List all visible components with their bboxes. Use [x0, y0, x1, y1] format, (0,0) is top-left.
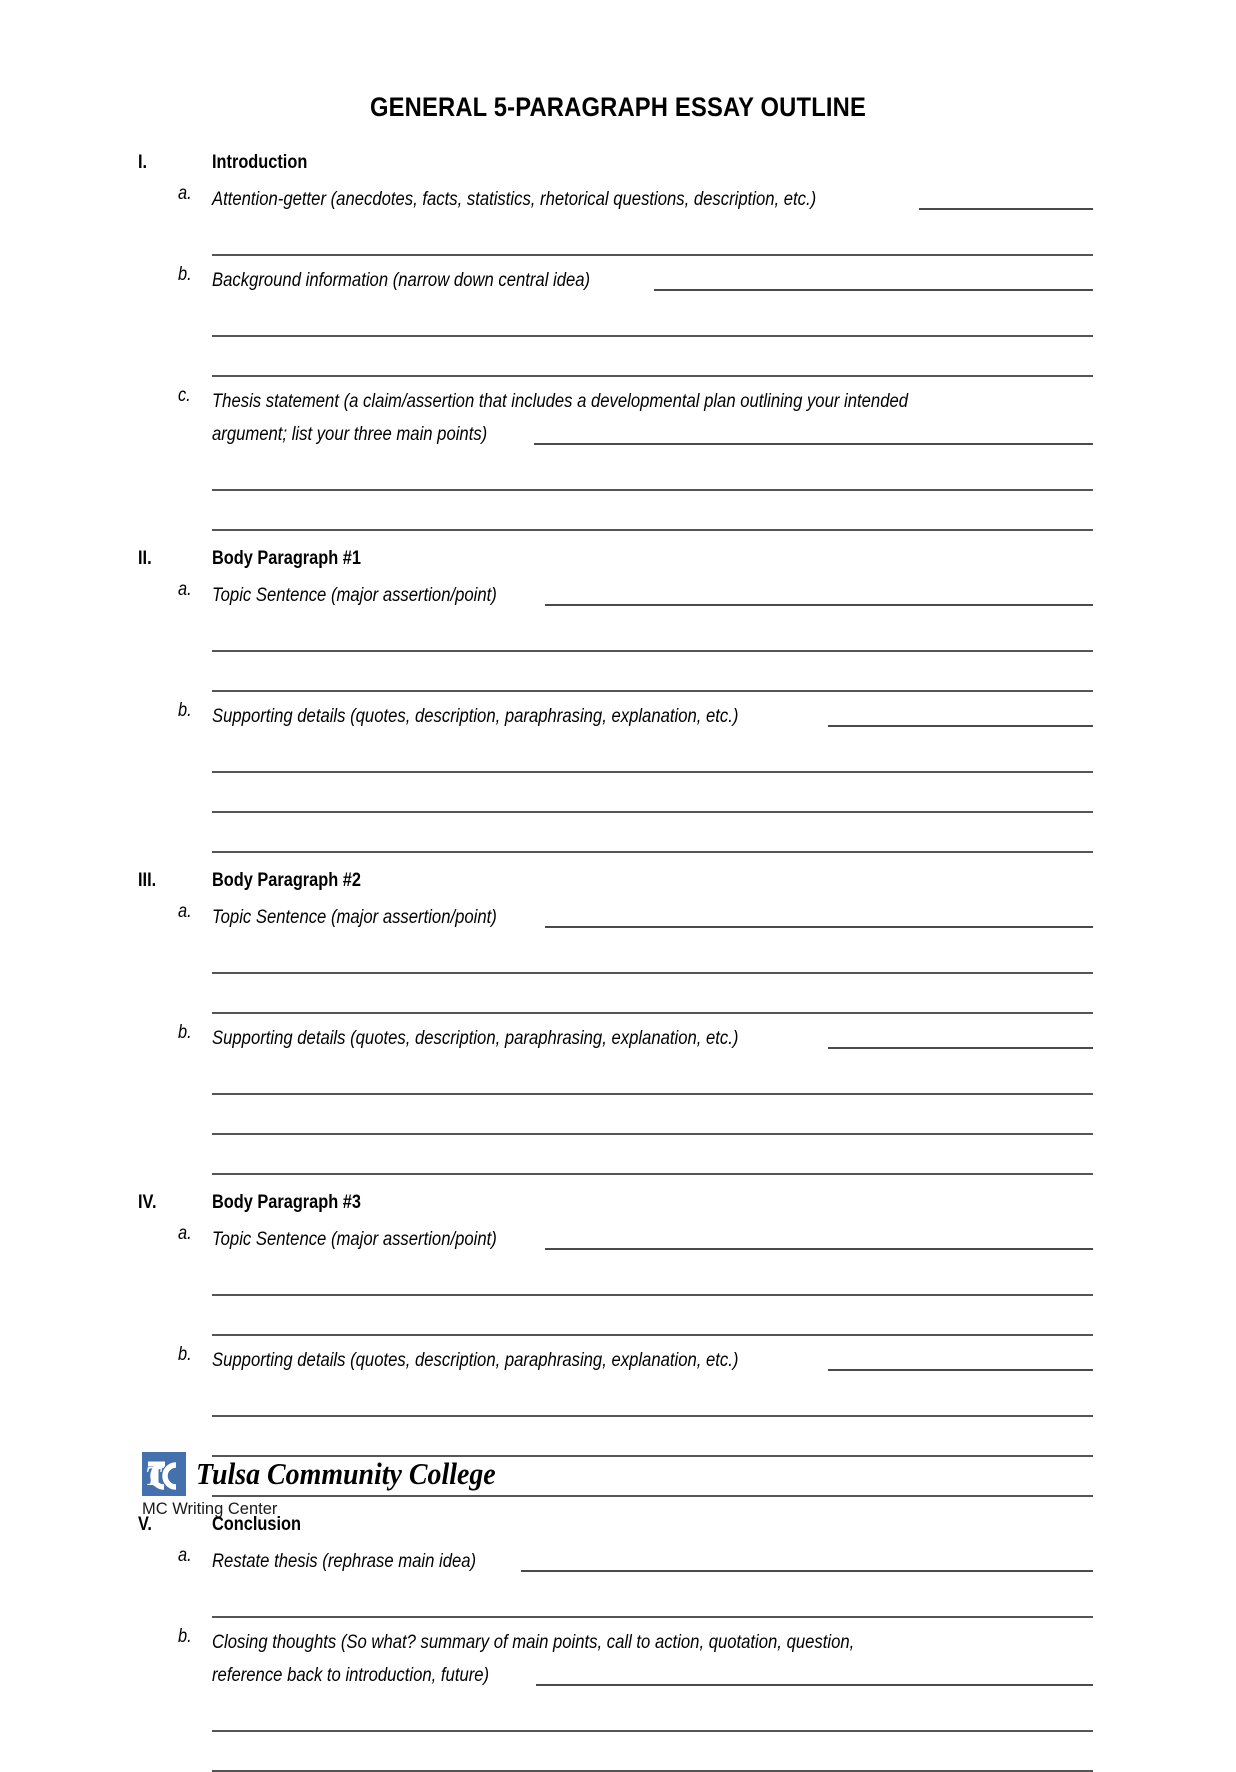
- item-letter: a.: [178, 1223, 192, 1244]
- spacer: [138, 692, 1093, 700]
- prompt-text: argument; list your three main points): [212, 423, 488, 445]
- write-in-rule[interactable]: [212, 1377, 1093, 1417]
- spacer: [138, 1618, 1093, 1626]
- outline-item: [138, 1626, 1093, 1772]
- item-letter: a.: [178, 579, 192, 600]
- spacer: [138, 1336, 1093, 1344]
- prompt-line-with-rule: [212, 1545, 1093, 1578]
- section-heading: [138, 870, 1093, 900]
- write-in-rule[interactable]: [545, 926, 1093, 928]
- outline-body: [138, 152, 1093, 1772]
- item-body: [212, 1022, 1093, 1175]
- write-in-rule[interactable]: [212, 491, 1093, 531]
- item-letter: b.: [178, 1022, 192, 1043]
- write-in-rule[interactable]: [212, 813, 1093, 853]
- prompt-text: Thesis statement (a claim/assertion that includes a developmental plan outlining your intended: [212, 390, 909, 412]
- section-title: Conclusion: [212, 1514, 301, 1535]
- prompt-line-with-rule: [212, 579, 1093, 612]
- outline-item: [138, 700, 1093, 853]
- item-body: [212, 700, 1093, 853]
- page-title: GENERAL 5-PARAGRAPH ESSAY OUTLINE: [369, 92, 867, 122]
- item-letter: a.: [178, 183, 192, 204]
- write-in-rule[interactable]: [212, 297, 1093, 337]
- write-in-rule[interactable]: [212, 1095, 1093, 1135]
- write-in-rule[interactable]: [212, 1578, 1093, 1618]
- prompt-line-with-rule: [212, 418, 1093, 451]
- item-body: [212, 385, 1093, 531]
- prompt-line-with-rule: [212, 901, 1093, 934]
- write-in-rule[interactable]: [212, 1256, 1093, 1296]
- write-in-rule[interactable]: [212, 216, 1093, 256]
- write-in-rule[interactable]: [828, 725, 1093, 727]
- prompt-text: Supporting details (quotes, description, paraphrasing, explanation, etc.): [212, 705, 739, 727]
- prompt-line-with-rule: [212, 1344, 1093, 1377]
- section-numeral: II.: [138, 548, 152, 569]
- organization-name: Tulsa Community College: [196, 1456, 496, 1491]
- footer: [142, 1452, 529, 1519]
- write-in-rule[interactable]: [212, 337, 1093, 377]
- prompt-line-with-rule: [212, 1223, 1093, 1256]
- section-numeral: I.: [138, 152, 148, 173]
- outline-section: [138, 870, 1093, 1175]
- prompt-text: Supporting details (quotes, description, paraphrasing, explanation, etc.): [212, 1027, 739, 1049]
- section-numeral: IV.: [138, 1192, 157, 1213]
- write-in-rule[interactable]: [828, 1369, 1093, 1371]
- section-title: Body Paragraph #3: [212, 1192, 361, 1213]
- outline-item: [138, 385, 1093, 531]
- outline-section: [138, 548, 1093, 853]
- outline-item: [138, 579, 1093, 692]
- outline-item: [138, 1022, 1093, 1175]
- section-title: Introduction: [212, 152, 308, 173]
- outline-section: [138, 1514, 1093, 1772]
- prompt-line-with-rule: [212, 1659, 1093, 1692]
- prompt-text: Restate thesis (rephrase main idea): [212, 1550, 477, 1572]
- section-numeral: V.: [138, 1514, 152, 1535]
- prompt-text: reference back to introduction, future): [212, 1664, 490, 1686]
- write-in-rule[interactable]: [212, 934, 1093, 974]
- item-body: [212, 1626, 1093, 1772]
- write-in-rule[interactable]: [212, 1417, 1093, 1457]
- write-in-rule[interactable]: [212, 1692, 1093, 1732]
- logo-row: [142, 1452, 529, 1496]
- write-in-rule[interactable]: [212, 1135, 1093, 1175]
- write-in-rule[interactable]: [212, 974, 1093, 1014]
- item-body: [212, 264, 1093, 377]
- spacer: [138, 531, 1093, 548]
- prompt-text: Closing thoughts (So what? summary of main points, call to action, quotation, question,: [212, 1631, 855, 1653]
- write-in-rule[interactable]: [212, 1055, 1093, 1095]
- section-heading: [138, 548, 1093, 578]
- prompt-text: Topic Sentence (major assertion/point): [212, 1228, 497, 1250]
- spacer: [138, 256, 1093, 264]
- prompt-text: Background information (narrow down central idea): [212, 269, 591, 291]
- outline-item: [138, 264, 1093, 377]
- prompt-text: Topic Sentence (major assertion/point): [212, 584, 497, 606]
- write-in-rule[interactable]: [521, 1570, 1093, 1572]
- prompt-text: Topic Sentence (major assertion/point): [212, 906, 497, 928]
- outline-item: [138, 1223, 1093, 1336]
- write-in-rule[interactable]: [212, 1732, 1093, 1772]
- outline-item: [138, 1545, 1093, 1618]
- prompt-text: Supporting details (quotes, description, paraphrasing, explanation, etc.): [212, 1349, 739, 1371]
- spacer: [138, 853, 1093, 870]
- section-numeral: III.: [138, 870, 157, 891]
- outline-section: [138, 152, 1093, 531]
- section-heading: [138, 1192, 1093, 1222]
- section-title: Body Paragraph #2: [212, 870, 361, 891]
- write-in-rule[interactable]: [212, 451, 1093, 491]
- prompt-line-with-rule: [212, 700, 1093, 733]
- write-in-rule[interactable]: [545, 1248, 1093, 1250]
- item-letter: b.: [178, 1626, 192, 1647]
- write-in-rule[interactable]: [654, 289, 1093, 291]
- prompt-text: Attention-getter (anecdotes, facts, statistics, rhetorical questions, description, etc.): [212, 188, 817, 210]
- item-body: [212, 579, 1093, 692]
- section-title: Body Paragraph #1: [212, 548, 361, 569]
- item-letter: c.: [178, 385, 191, 406]
- prompt-line-with-rule: [212, 1022, 1093, 1055]
- item-body: [212, 901, 1093, 1014]
- outline-item: [138, 901, 1093, 1014]
- item-letter: a.: [178, 901, 192, 922]
- tcc-logo-icon: [142, 1452, 186, 1496]
- section-heading: [138, 152, 1093, 182]
- write-in-rule[interactable]: [545, 604, 1093, 606]
- spacer: [138, 1014, 1093, 1022]
- item-body: [212, 1545, 1093, 1618]
- prompt-line-with-rule: [212, 183, 1093, 216]
- item-letter: b.: [178, 1344, 192, 1365]
- item-body: [212, 183, 1093, 256]
- spacer: [138, 377, 1093, 385]
- item-body: [212, 1223, 1093, 1336]
- write-in-rule[interactable]: [828, 1047, 1093, 1049]
- prompt-line-with-rule: [212, 264, 1093, 297]
- department-name: MC Writing Center: [142, 1500, 278, 1518]
- write-in-rule[interactable]: [212, 612, 1093, 652]
- item-letter: a.: [178, 1545, 192, 1566]
- write-in-rule[interactable]: [536, 1684, 1093, 1686]
- item-letter: b.: [178, 264, 192, 285]
- write-in-rule[interactable]: [212, 1296, 1093, 1336]
- svg-text:T: T: [145, 1461, 162, 1491]
- write-in-rule[interactable]: [212, 733, 1093, 773]
- outline-item: [138, 183, 1093, 256]
- write-in-rule[interactable]: [212, 773, 1093, 813]
- write-in-rule[interactable]: [534, 443, 1093, 445]
- spacer: [138, 1175, 1093, 1192]
- item-letter: b.: [178, 700, 192, 721]
- write-in-rule[interactable]: [919, 208, 1093, 210]
- write-in-rule[interactable]: [212, 652, 1093, 692]
